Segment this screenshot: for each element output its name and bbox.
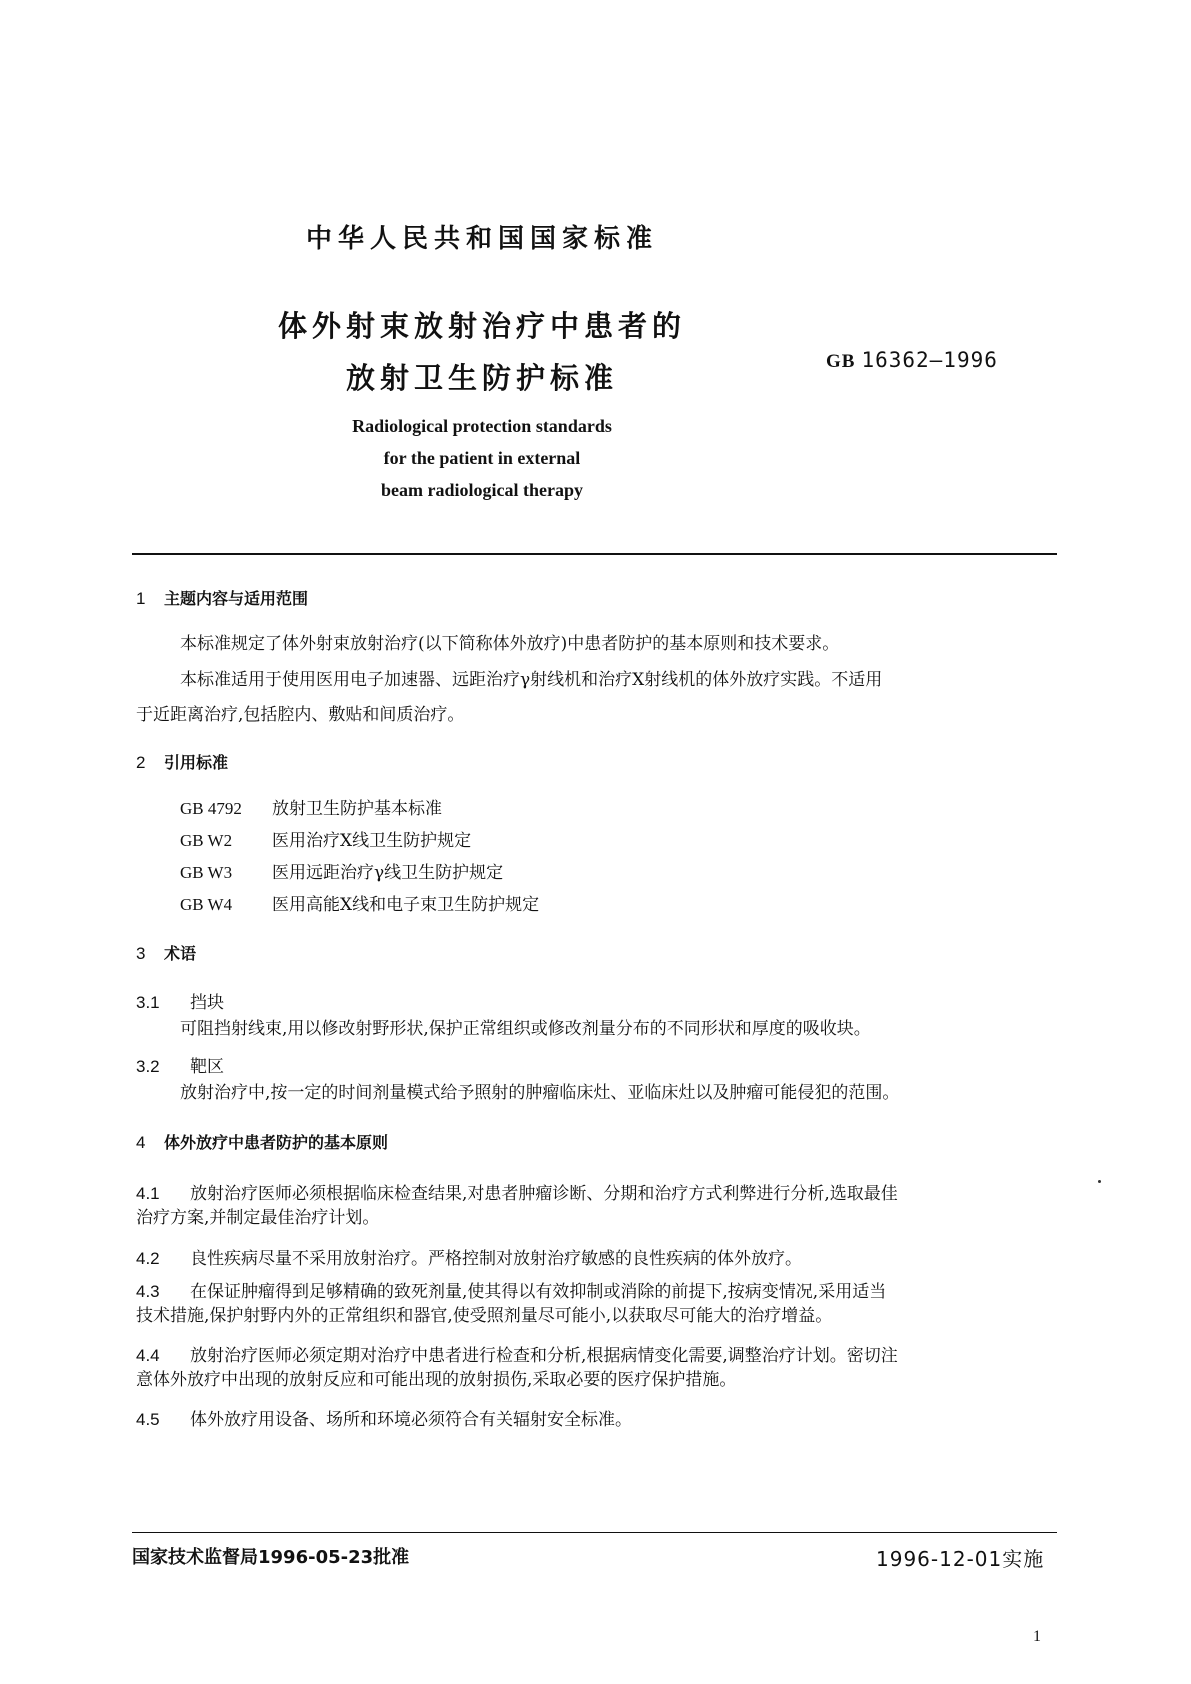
clause-number: 4.3 <box>136 1282 160 1301</box>
implementation-date: 1996-12-01实施 <box>876 1547 1045 1571</box>
english-title-line2: for the patient in external <box>383 448 581 468</box>
clause-number: 4.4 <box>136 1346 160 1365</box>
document-title-line1: 体外射束放射治疗中患者的 <box>277 309 686 343</box>
clause-line <box>136 1277 886 1302</box>
footer-divider <box>132 1532 1057 1533</box>
clause-number: 4.5 <box>136 1410 160 1429</box>
approval-date: 国家技术监督局1996-05-23批准 <box>132 1547 410 1568</box>
paragraph: 于近距离治疗,包括腔内、敷贴和间质治疗。 <box>136 705 465 725</box>
clause-line <box>136 1244 802 1269</box>
reference-code: GB W4 <box>180 895 233 914</box>
reference-name: 医用高能X线和电子束卫生防护规定 <box>272 895 540 915</box>
section-title: 术语 <box>164 944 197 963</box>
national-standard-heading: 中华人民共和国国家标准 <box>305 224 658 254</box>
paragraph: 本标准规定了体外射束放射治疗(以下简称体外放疗)中患者防护的基本原则和技术要求。 <box>180 634 840 654</box>
reference-code: GB W2 <box>180 831 233 850</box>
reference-item <box>180 800 442 818</box>
section-title: 体外放疗中患者防护的基本原则 <box>164 1133 389 1152</box>
term-definition: 放射治疗中,按一定的时间剂量模式给予照射的肿瘤临床灶、亚临床灶以及肿瘤可能侵犯的范围。 <box>180 1083 900 1103</box>
document-title-line2: 放射卫生防护标准 <box>345 361 618 395</box>
clause-continuation: 技术措施,保护射野内外的正常组织和器官,使受照剂量尽可能小,以获取尽可能大的治疗增益。 <box>136 1306 833 1326</box>
term-definition: 可阻挡射线束,用以修改射野形状,保护正常组织或修改剂量分布的不同形状和厚度的吸收块。 <box>180 1019 871 1039</box>
section-number: 3 <box>136 944 146 963</box>
clause-number: 4.2 <box>136 1249 160 1268</box>
term-number: 3.1 <box>136 993 160 1012</box>
term-heading <box>136 988 224 1013</box>
reference-name: 医用远距治疗γ线卫生防护规定 <box>272 863 504 883</box>
section-4-heading <box>136 1130 388 1153</box>
header-divider <box>132 553 1057 555</box>
reference-item <box>180 896 539 914</box>
clause-continuation: 治疗方案,并制定最佳治疗计划。 <box>136 1208 380 1228</box>
reference-code: GB 4792 <box>180 799 242 818</box>
section-2-heading <box>136 750 228 773</box>
reference-name: 放射卫生防护基本标准 <box>272 799 442 819</box>
standard-code <box>826 348 998 373</box>
reference-item <box>180 864 503 882</box>
reference-name: 医用治疗X线卫生防护规定 <box>272 831 472 851</box>
clause-number: 4.1 <box>136 1184 160 1203</box>
term-label: 挡块 <box>190 993 224 1013</box>
section-number: 2 <box>136 753 146 772</box>
clause-line <box>136 1341 898 1366</box>
standard-prefix: GB <box>826 351 856 372</box>
term-label: 靶区 <box>190 1057 224 1077</box>
section-title: 引用标准 <box>164 753 229 772</box>
clause-text: 在保证肿瘤得到足够精确的致死剂量,使其得以有效抑制或消除的前提下,按病变情况,采用适当 <box>190 1282 887 1302</box>
paragraph: 本标准适用于使用医用电子加速器、远距治疗γ射线机和治疗X射线机的体外放疗实践。不适用 <box>180 670 883 690</box>
page-number: 1 <box>1033 1628 1041 1645</box>
term-heading <box>136 1052 224 1077</box>
english-title-line1: Radiological protection standards <box>352 416 612 436</box>
english-title-line3: beam radiological therapy <box>381 480 583 500</box>
clause-line <box>136 1179 898 1204</box>
reference-item <box>180 832 471 850</box>
term-number: 3.2 <box>136 1057 160 1076</box>
section-title: 主题内容与适用范围 <box>164 589 309 608</box>
clause-line <box>136 1405 632 1430</box>
section-number: 1 <box>136 589 146 608</box>
clause-text: 放射治疗医师必须根据临床检查结果,对患者肿瘤诊断、分期和治疗方式利弊进行分析,选取最佳 <box>190 1184 898 1204</box>
reference-code: GB W3 <box>180 863 233 882</box>
scan-speck <box>1098 1180 1101 1183</box>
clause-text: 放射治疗医师必须定期对治疗中患者进行检查和分析,根据病情变化需要,调整治疗计划。密切注 <box>190 1346 898 1366</box>
section-number: 4 <box>136 1133 146 1152</box>
section-1-heading <box>136 586 308 609</box>
section-3-heading <box>136 941 196 964</box>
clause-text: 体外放疗用设备、场所和环境必须符合有关辐射安全标准。 <box>190 1410 632 1430</box>
clause-text: 良性疾病尽量不采用放射治疗。严格控制对放射治疗敏感的良性疾病的体外放疗。 <box>190 1249 802 1269</box>
clause-continuation: 意体外放疗中出现的放射反应和可能出现的放射损伤,采取必要的医疗保护措施。 <box>136 1370 737 1390</box>
standard-number: 16362—1996 <box>861 348 998 372</box>
